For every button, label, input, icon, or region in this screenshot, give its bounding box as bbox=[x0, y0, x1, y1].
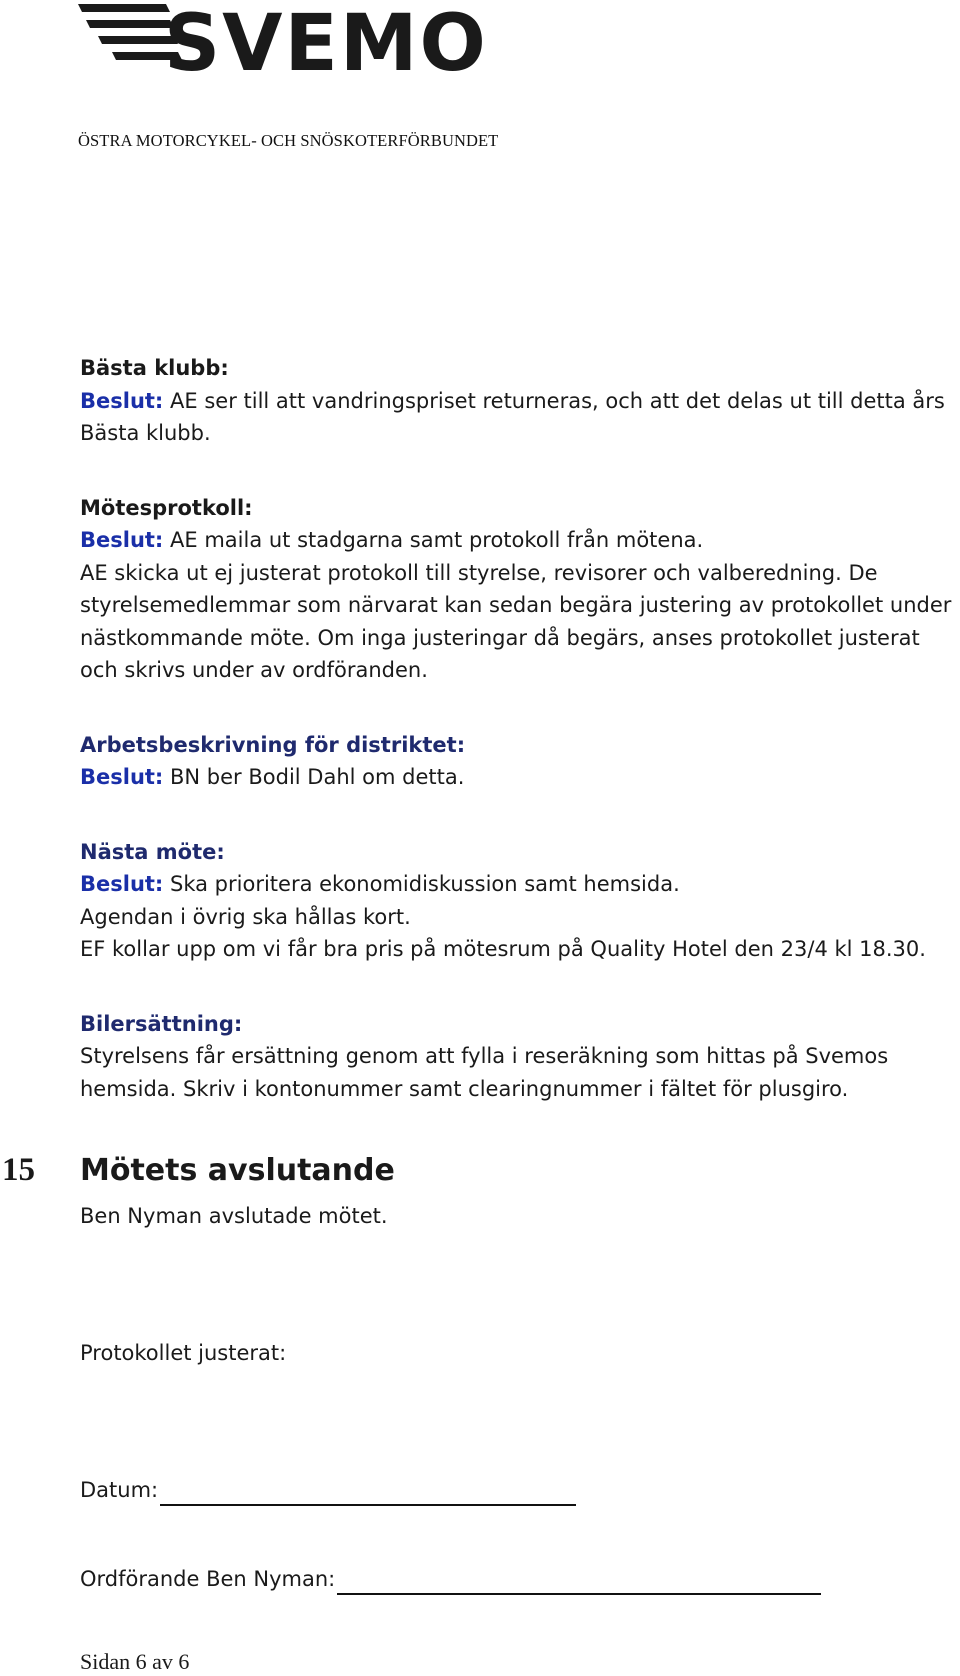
decision-keyword: Beslut: bbox=[80, 765, 164, 789]
section-number: 15 bbox=[2, 1152, 35, 1188]
text-line bbox=[80, 761, 960, 794]
text-line: AE skicka ut ej justerat protokoll till styrelse, revisorer och valberedning. De bbox=[80, 560, 878, 585]
section-title: Mötets avslutande bbox=[80, 1153, 395, 1188]
section-nasta-mote bbox=[80, 836, 960, 966]
decision-keyword: Beslut: bbox=[80, 528, 164, 552]
text-line bbox=[80, 524, 960, 557]
section-heading: Nästa möte: bbox=[80, 839, 225, 864]
section-heading: Arbetsbeskrivning för distriktet: bbox=[80, 732, 466, 757]
text-line: nästkommande möte. Om inga justeringar då begärs, anses protokollet justerat bbox=[80, 625, 920, 650]
text-line: hemsida. Skriv i kontonummer samt clearingnummer i fältet för plusgiro. bbox=[80, 1076, 849, 1101]
section-heading: Bilersättning: bbox=[80, 1011, 243, 1036]
org-name: ÖSTRA MOTORCYKEL- OCH SNÖSKOTERFÖRBUNDET bbox=[78, 131, 499, 150]
page-number: Sidan 6 av 6 bbox=[80, 1649, 190, 1674]
text-line: EF kollar upp om vi får bra pris på mötesrum på Quality Hotel den 23/4 kl 18.30. bbox=[80, 937, 926, 961]
date-signature-line bbox=[80, 1474, 576, 1506]
section-heading: Mötesprotkoll: bbox=[80, 495, 253, 520]
section-arbetsbeskrivning bbox=[80, 729, 960, 794]
section-heading: Bästa klubb: bbox=[80, 356, 229, 380]
decision-keyword: Beslut: bbox=[80, 872, 164, 896]
text-line bbox=[80, 868, 960, 901]
date-label: Datum: bbox=[80, 1478, 159, 1502]
section-basta-klubb bbox=[80, 352, 960, 450]
adjusted-label: Protokollet justerat: bbox=[80, 1341, 287, 1365]
line-text: Ska prioritera ekonomidiskussion samt hemsida. bbox=[163, 872, 680, 896]
date-blank-line bbox=[160, 1480, 576, 1506]
text-line: styrelsemedlemmar som närvarat kan sedan begära justering av protokollet under bbox=[80, 593, 952, 617]
svg-text:SVEMO: SVEMO bbox=[164, 0, 488, 78]
text-line: Agendan i övrig ska hållas kort. bbox=[80, 904, 411, 929]
section-motesprotokoll bbox=[80, 492, 960, 687]
chair-label: Ordförande Ben Nyman: bbox=[80, 1567, 336, 1591]
line-text: AE maila ut stadgarna samt protokoll från mötena. bbox=[163, 528, 704, 552]
chair-signature-line bbox=[80, 1563, 821, 1595]
text-line bbox=[80, 385, 960, 418]
text-line: Bästa klubb. bbox=[80, 421, 211, 445]
section-bilersattning bbox=[80, 1008, 960, 1106]
svemo-logo bbox=[78, 0, 498, 78]
text-line: och skrivs under av ordföranden. bbox=[80, 658, 428, 682]
line-text: AE ser till att vandringspriset returneras, och att det delas ut till detta års bbox=[163, 388, 945, 413]
text-line: Styrelsens får ersättning genom att fylla i reseräkning som hittas på Svemos bbox=[80, 1044, 889, 1068]
minutes-content bbox=[80, 352, 960, 1147]
closing-text: Ben Nyman avslutade mötet. bbox=[80, 1204, 388, 1228]
decision-keyword: Beslut: bbox=[80, 388, 164, 413]
line-text: BN ber Bodil Dahl om detta. bbox=[163, 765, 465, 789]
chair-blank-line bbox=[337, 1569, 821, 1595]
